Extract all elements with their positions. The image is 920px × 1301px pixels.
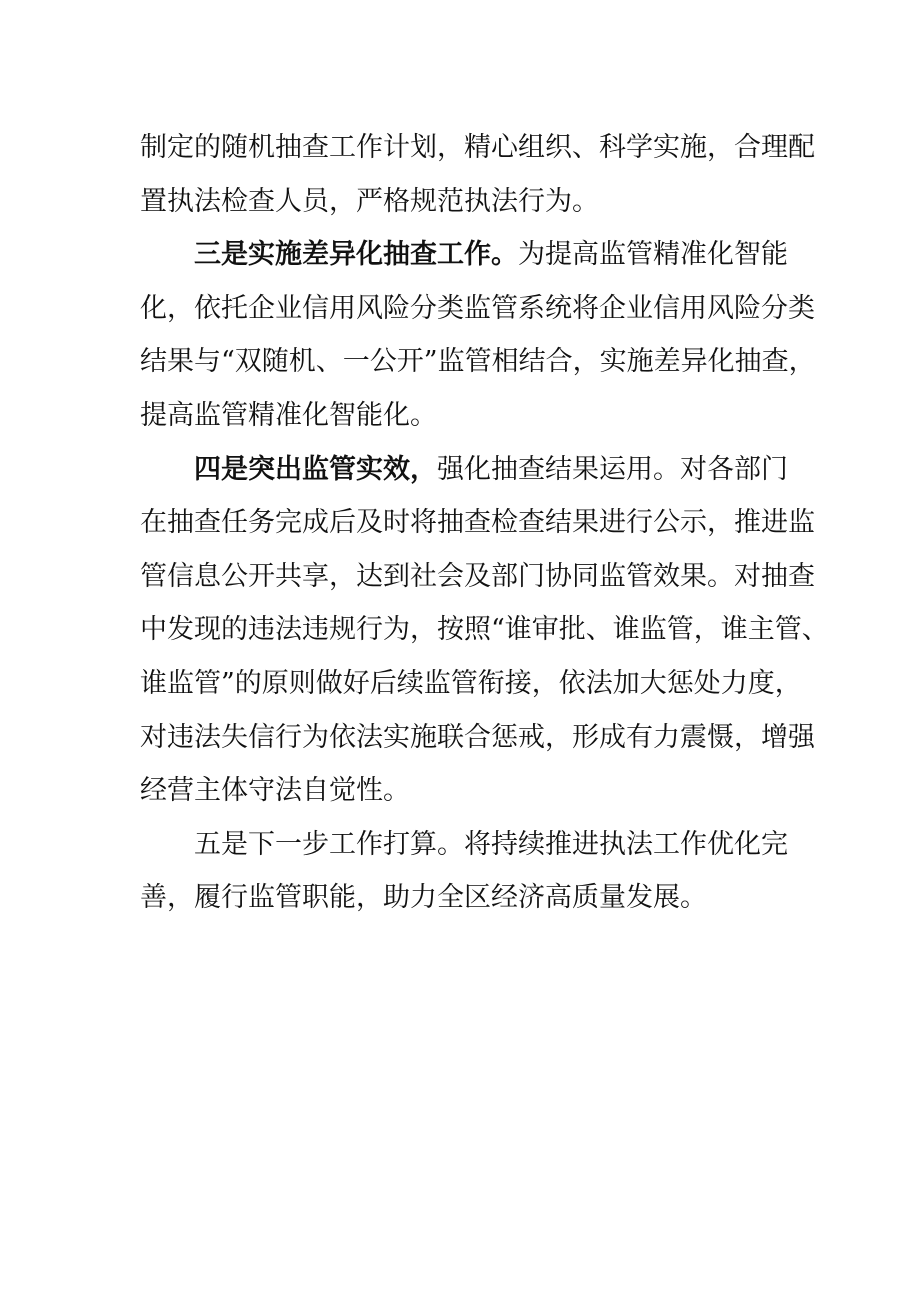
text-line: 对违法失信行为依法实施联合惩戒，形成有力震慑，增强 [140,721,815,753]
text-line: 管信息公开共享，达到社会及部门协同监管效果。对抽查 [140,560,815,592]
paragraph-differentiated-inspection [140,228,816,442]
text-line: 在抽查任务完成后及时将抽查检查结果进行公示，推进监 [140,507,815,539]
text-line [140,443,790,497]
text-run: 强化抽查结果运用。对各部门 [437,453,788,485]
text-line: 五是下一步工作打算。将持续推进执法工作优化完 [194,828,788,860]
text-line: 置执法检查人员，严格规范执法行为。 [140,185,599,217]
text-line: 结果与“双随机、一公开”监管相结合，实施差异化抽查， [140,346,816,378]
paragraph-next-steps [140,818,790,925]
text-line: 中发现的违法违规行为，按照“谁审批、谁监管，谁主管、 [140,614,829,646]
text-line [140,228,790,282]
text-line: 提高监管精准化智能化。 [140,399,437,431]
text-line: 善，履行监管职能，助力全区经济高质量发展。 [140,882,707,914]
text-line: 谁监管”的原则做好后续监管衔接，依法加大惩处力度， [140,667,802,699]
document-body [140,121,829,925]
paragraph-bold-heading: 四是突出监管实效， [194,453,437,485]
text-line: 化，依托企业信用风险分类监管系统将企业信用风险分类 [140,292,815,324]
text-line: 经营主体守法自觉性。 [140,775,410,807]
text-line: 制定的随机抽查工作计划，精心组织、科学实施，合理配 [140,132,815,163]
paragraph-bold-heading: 三是实施差异化抽查工作。 [194,239,518,271]
paragraph-continuation [140,121,815,228]
text-run: 为提高监管精准化智能 [518,239,788,271]
paragraph-supervision-effectiveness [140,443,829,818]
